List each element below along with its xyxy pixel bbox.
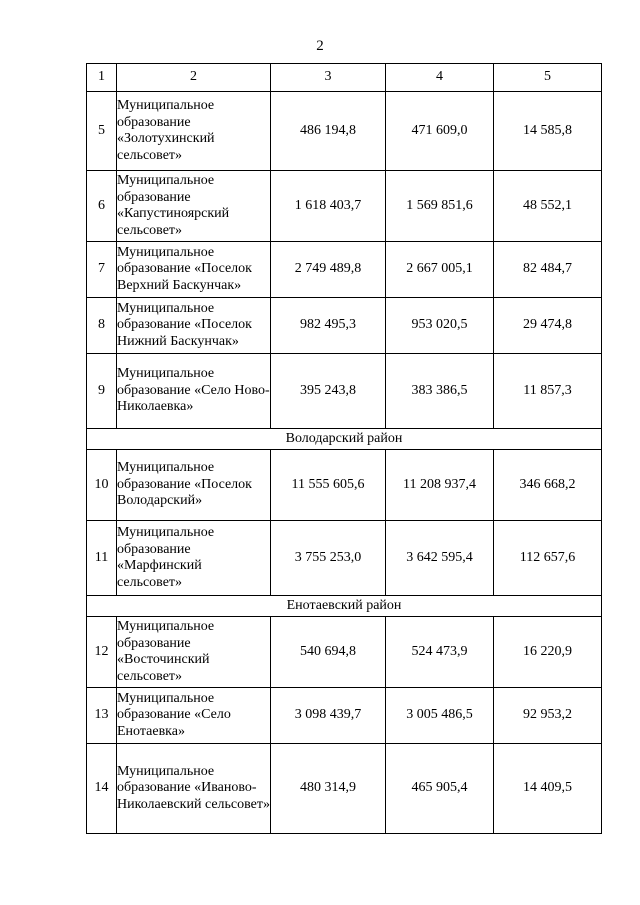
table-row <box>87 92 602 171</box>
header-cell-4: 4 <box>386 64 494 92</box>
value-col-3: 540 694,8 <box>271 617 386 688</box>
header-cell-2: 2 <box>117 64 271 92</box>
municipality-name: Муниципальное образование «Поселок Володарский» <box>117 450 271 521</box>
header-cell-3: 3 <box>271 64 386 92</box>
value-col-5: 16 220,9 <box>494 617 602 688</box>
row-number: 7 <box>87 242 117 298</box>
table-row <box>87 242 602 298</box>
value-col-4: 3 005 486,5 <box>386 688 494 744</box>
table-row <box>87 521 602 596</box>
value-col-4: 11 208 937,4 <box>386 450 494 521</box>
row-number: 13 <box>87 688 117 744</box>
row-number: 10 <box>87 450 117 521</box>
row-number: 6 <box>87 171 117 242</box>
value-col-5: 29 474,8 <box>494 298 602 354</box>
municipality-name: Муниципальное образование «Золотухинский сельсовет» <box>117 92 271 171</box>
value-col-3: 480 314,9 <box>271 744 386 834</box>
value-col-5: 14 409,5 <box>494 744 602 834</box>
value-col-3: 2 749 489,8 <box>271 242 386 298</box>
table-body <box>87 92 602 834</box>
header-cell-5: 5 <box>494 64 602 92</box>
value-col-5: 11 857,3 <box>494 354 602 429</box>
value-col-3: 3 755 253,0 <box>271 521 386 596</box>
row-number: 12 <box>87 617 117 688</box>
municipality-name: Муниципальное образование «Восточинский сельсовет» <box>117 617 271 688</box>
value-col-4: 3 642 595,4 <box>386 521 494 596</box>
header-cell-1: 1 <box>87 64 117 92</box>
district-label: Енотаевский район <box>87 596 602 617</box>
value-col-5: 346 668,2 <box>494 450 602 521</box>
district-row <box>87 429 602 450</box>
table-row <box>87 450 602 521</box>
municipality-name: Муниципальное образование «Капустиноярский сельсовет» <box>117 171 271 242</box>
value-col-5: 48 552,1 <box>494 171 602 242</box>
page-number: 2 <box>316 38 324 54</box>
value-col-5: 14 585,8 <box>494 92 602 171</box>
municipality-name: Муниципальное образование «Село Ново-Николаевка» <box>117 354 271 429</box>
value-col-4: 953 020,5 <box>386 298 494 354</box>
value-col-5: 112 657,6 <box>494 521 602 596</box>
value-col-4: 471 609,0 <box>386 92 494 171</box>
value-col-4: 383 386,5 <box>386 354 494 429</box>
value-col-3: 395 243,8 <box>271 354 386 429</box>
value-col-3: 982 495,3 <box>271 298 386 354</box>
municipality-name: Муниципальное образование «Поселок Верхний Баскунчак» <box>117 242 271 298</box>
table-row <box>87 354 602 429</box>
table-row <box>87 298 602 354</box>
value-col-5: 92 953,2 <box>494 688 602 744</box>
municipality-name: Муниципальное образование «Марфинский сельсовет» <box>117 521 271 596</box>
municipality-name: Муниципальное образование «Иваново-Николаевский сельсовет» <box>117 744 271 834</box>
header-row <box>87 64 602 92</box>
budget-table <box>86 63 602 834</box>
value-col-4: 524 473,9 <box>386 617 494 688</box>
district-row <box>87 596 602 617</box>
value-col-5: 82 484,7 <box>494 242 602 298</box>
value-col-3: 11 555 605,6 <box>271 450 386 521</box>
value-col-4: 465 905,4 <box>386 744 494 834</box>
table-row <box>87 617 602 688</box>
value-col-3: 1 618 403,7 <box>271 171 386 242</box>
value-col-3: 3 098 439,7 <box>271 688 386 744</box>
table-row <box>87 744 602 834</box>
value-col-4: 1 569 851,6 <box>386 171 494 242</box>
municipality-name: Муниципальное образование «Поселок Нижний Баскунчак» <box>117 298 271 354</box>
row-number: 14 <box>87 744 117 834</box>
district-label: Володарский район <box>87 429 602 450</box>
table-row <box>87 688 602 744</box>
row-number: 8 <box>87 298 117 354</box>
table-row <box>87 171 602 242</box>
row-number: 9 <box>87 354 117 429</box>
value-col-4: 2 667 005,1 <box>386 242 494 298</box>
row-number: 5 <box>87 92 117 171</box>
row-number: 11 <box>87 521 117 596</box>
municipality-name: Муниципальное образование «Село Енотаевка» <box>117 688 271 744</box>
value-col-3: 486 194,8 <box>271 92 386 171</box>
